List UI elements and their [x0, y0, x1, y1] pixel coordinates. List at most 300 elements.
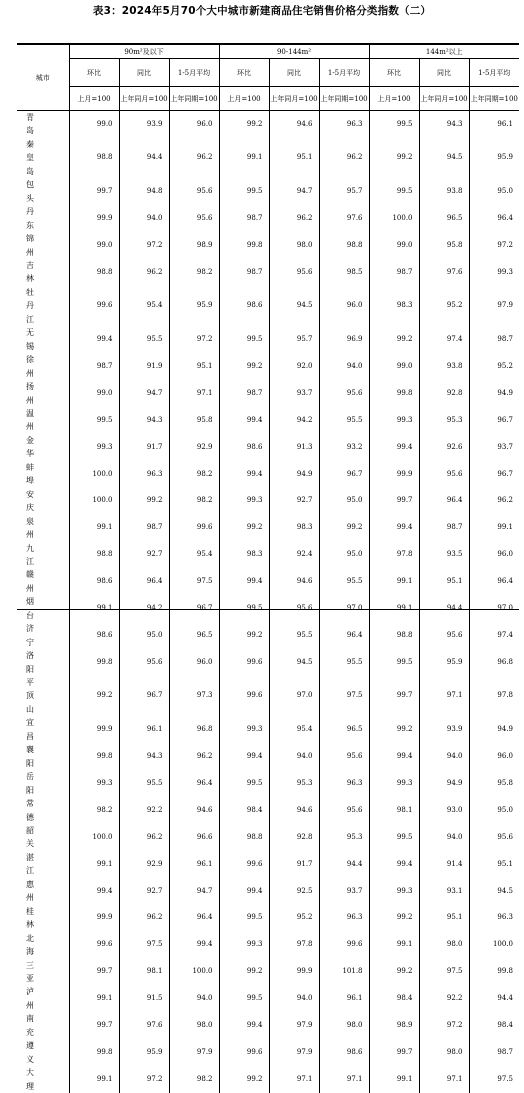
table-row	[17, 770, 519, 797]
index-value: 99.4	[219, 878, 269, 905]
column-header: 1-5月平均	[169, 59, 219, 87]
table-row	[17, 824, 519, 851]
index-value: 96.8	[469, 649, 519, 676]
index-value: 95.5	[319, 568, 369, 595]
city-name: 秦皇岛	[17, 138, 69, 178]
table-row	[17, 178, 519, 205]
column-header: 同比	[419, 59, 469, 87]
index-value: 92.8	[269, 824, 319, 851]
index-value: 99.8	[69, 743, 119, 770]
index-value: 99.1	[369, 932, 419, 959]
index-value: 97.2	[119, 1066, 169, 1093]
table-row	[17, 932, 519, 959]
city-name: 无锡	[17, 326, 69, 353]
index-value: 96.4	[469, 205, 519, 232]
table-row	[17, 111, 519, 138]
index-value: 94.6	[269, 568, 319, 595]
city-name: 九江	[17, 542, 69, 569]
index-value: 97.6	[419, 259, 469, 286]
table-row	[17, 259, 519, 286]
index-value: 98.8	[319, 232, 369, 259]
city-name: 湛江	[17, 851, 69, 878]
index-value: 99.1	[69, 985, 119, 1012]
index-value: 95.6	[169, 205, 219, 232]
index-value: 95.8	[419, 232, 469, 259]
city-name: 泸州	[17, 985, 69, 1012]
index-value: 99.5	[219, 985, 269, 1012]
index-value: 99.6	[69, 932, 119, 959]
index-value: 97.5	[469, 1066, 519, 1093]
index-value: 95.6	[119, 649, 169, 676]
column-header: 同比	[269, 59, 319, 87]
index-value: 101.8	[319, 959, 369, 986]
table-row	[17, 515, 519, 542]
table-row	[17, 797, 519, 824]
index-value: 99.0	[69, 380, 119, 407]
index-value: 95.9	[419, 649, 469, 676]
index-value: 97.0	[269, 676, 319, 716]
index-value: 95.5	[119, 770, 169, 797]
index-value: 99.1	[369, 568, 419, 595]
index-value: 94.4	[419, 595, 469, 622]
index-value: 97.1	[269, 1066, 319, 1093]
index-value: 99.3	[219, 716, 269, 743]
index-value: 98.7	[69, 353, 119, 380]
index-value: 99.9	[69, 905, 119, 932]
column-header: 同比	[119, 59, 169, 87]
index-value: 99.5	[369, 111, 419, 138]
index-value: 99.3	[219, 932, 269, 959]
table-row	[17, 353, 519, 380]
index-value: 98.2	[169, 461, 219, 488]
column-header: 环比	[369, 59, 419, 87]
index-value: 99.3	[219, 488, 269, 515]
index-value: 98.4	[469, 1012, 519, 1039]
city-name: 扬州	[17, 380, 69, 407]
index-value: 99.3	[369, 407, 419, 434]
index-value: 98.7	[119, 515, 169, 542]
index-value: 96.2	[119, 824, 169, 851]
index-value: 96.2	[119, 259, 169, 286]
index-value: 97.8	[369, 542, 419, 569]
city-name: 牡丹江	[17, 286, 69, 326]
index-value: 99.4	[369, 743, 419, 770]
index-value: 91.7	[119, 434, 169, 461]
index-value: 96.2	[469, 488, 519, 515]
city-name: 温州	[17, 407, 69, 434]
city-name: 北海	[17, 932, 69, 959]
index-value: 97.9	[269, 1012, 319, 1039]
index-value: 99.0	[69, 111, 119, 138]
index-value: 99.5	[219, 178, 269, 205]
index-value: 96.9	[319, 326, 369, 353]
index-value: 91.9	[119, 353, 169, 380]
index-value: 94.7	[269, 178, 319, 205]
index-value: 98.7	[219, 259, 269, 286]
index-value: 99.8	[69, 649, 119, 676]
price-index-table	[17, 44, 519, 1093]
index-value: 96.0	[469, 542, 519, 569]
index-value: 95.5	[319, 649, 369, 676]
index-value: 92.4	[269, 542, 319, 569]
index-value: 97.5	[119, 932, 169, 959]
index-value: 99.1	[69, 851, 119, 878]
city-name: 宜昌	[17, 716, 69, 743]
index-value: 97.2	[119, 232, 169, 259]
city-name: 吉林	[17, 259, 69, 286]
index-value: 99.4	[369, 851, 419, 878]
column-header: 1-5月平均	[469, 59, 519, 87]
base-header: 上年同期=100	[169, 87, 219, 111]
index-value: 92.0	[269, 353, 319, 380]
index-value: 97.1	[419, 1066, 469, 1093]
index-value: 95.6	[469, 824, 519, 851]
index-value: 99.6	[319, 932, 369, 959]
index-value: 91.3	[269, 434, 319, 461]
index-value: 94.6	[269, 111, 319, 138]
index-value: 92.5	[269, 878, 319, 905]
base-header: 上月=100	[69, 87, 119, 111]
index-value: 99.1	[469, 515, 519, 542]
base-header: 上年同月=100	[269, 87, 319, 111]
index-value: 99.2	[369, 716, 419, 743]
city-name: 大理	[17, 1066, 69, 1093]
index-value: 98.9	[369, 1012, 419, 1039]
index-value: 94.0	[419, 743, 469, 770]
index-value: 99.4	[219, 743, 269, 770]
index-value: 94.5	[269, 286, 319, 326]
base-header: 上年同期=100	[319, 87, 369, 111]
index-value: 94.9	[269, 461, 319, 488]
index-value: 96.3	[319, 770, 369, 797]
index-value: 99.2	[219, 622, 269, 649]
index-value: 97.6	[319, 205, 369, 232]
table-row	[17, 434, 519, 461]
index-value: 92.7	[119, 542, 169, 569]
city-name: 平顶山	[17, 676, 69, 716]
index-value: 94.0	[269, 743, 319, 770]
city-name: 徐州	[17, 353, 69, 380]
index-value: 99.5	[369, 178, 419, 205]
index-value: 99.6	[169, 515, 219, 542]
index-value: 99.3	[469, 259, 519, 286]
index-value: 97.4	[419, 326, 469, 353]
index-value: 99.0	[369, 353, 419, 380]
index-value: 94.9	[469, 716, 519, 743]
index-value: 96.7	[169, 595, 219, 622]
index-value: 94.0	[169, 985, 219, 1012]
table-row	[17, 232, 519, 259]
index-value: 95.3	[419, 407, 469, 434]
city-name: 遵义	[17, 1039, 69, 1066]
index-value: 95.8	[169, 407, 219, 434]
index-value: 96.7	[119, 676, 169, 716]
index-value: 96.2	[169, 743, 219, 770]
index-value: 98.2	[169, 488, 219, 515]
index-value: 97.5	[419, 959, 469, 986]
city-name: 韶关	[17, 824, 69, 851]
index-value: 96.4	[469, 568, 519, 595]
table-row	[17, 959, 519, 986]
index-value: 97.1	[319, 1066, 369, 1093]
index-value: 92.7	[269, 488, 319, 515]
index-value: 95.5	[269, 622, 319, 649]
index-value: 98.6	[219, 286, 269, 326]
index-value: 96.3	[319, 111, 369, 138]
index-value: 94.0	[419, 824, 469, 851]
table-title: 表3：2024年5月70个大中城市新建商品住宅销售价格分类指数（二）	[0, 3, 524, 18]
index-value: 96.7	[319, 461, 369, 488]
index-value: 95.4	[119, 286, 169, 326]
index-value: 99.2	[319, 515, 369, 542]
index-value: 99.2	[69, 676, 119, 716]
index-value: 99.5	[219, 770, 269, 797]
index-value: 97.5	[319, 676, 369, 716]
table-row	[17, 205, 519, 232]
city-name: 泉州	[17, 515, 69, 542]
index-value: 95.1	[419, 905, 469, 932]
city-name: 安庆	[17, 488, 69, 515]
index-value: 95.6	[269, 595, 319, 622]
index-value: 94.6	[169, 797, 219, 824]
index-value: 93.9	[119, 111, 169, 138]
index-value: 95.1	[169, 353, 219, 380]
index-value: 98.0	[319, 1012, 369, 1039]
index-value: 99.4	[69, 326, 119, 353]
index-value: 99.3	[369, 878, 419, 905]
index-value: 96.5	[419, 205, 469, 232]
index-value: 97.1	[419, 676, 469, 716]
index-value: 100.0	[469, 932, 519, 959]
index-value: 93.2	[319, 434, 369, 461]
index-value: 93.1	[419, 878, 469, 905]
index-value: 96.4	[169, 770, 219, 797]
index-value: 96.1	[469, 111, 519, 138]
index-value: 94.6	[269, 797, 319, 824]
city-name: 金华	[17, 434, 69, 461]
index-value: 95.4	[269, 716, 319, 743]
index-value: 98.0	[269, 232, 319, 259]
index-value: 99.2	[219, 111, 269, 138]
table-row	[17, 1066, 519, 1093]
index-value: 96.1	[319, 985, 369, 1012]
city-name: 洛阳	[17, 649, 69, 676]
table-row	[17, 461, 519, 488]
index-value: 94.5	[269, 649, 319, 676]
index-value: 99.8	[369, 380, 419, 407]
index-value: 99.7	[369, 676, 419, 716]
index-value: 97.9	[269, 1039, 319, 1066]
index-value: 95.6	[319, 380, 369, 407]
index-value: 91.5	[119, 985, 169, 1012]
index-value: 94.2	[269, 407, 319, 434]
index-value: 98.6	[69, 568, 119, 595]
index-value: 99.1	[69, 515, 119, 542]
index-value: 99.2	[369, 959, 419, 986]
index-value: 98.2	[169, 1066, 219, 1093]
index-value: 95.6	[319, 797, 369, 824]
group-header: 90-144m²	[219, 45, 369, 59]
index-value: 99.3	[69, 434, 119, 461]
base-header: 上年同月=100	[419, 87, 469, 111]
index-value: 96.5	[169, 622, 219, 649]
index-value: 95.6	[419, 622, 469, 649]
index-value: 98.5	[319, 259, 369, 286]
table-row	[17, 326, 519, 353]
index-value: 99.2	[219, 1066, 269, 1093]
index-value: 96.3	[119, 461, 169, 488]
index-value: 95.2	[469, 353, 519, 380]
index-value: 97.0	[319, 595, 369, 622]
city-name: 赣州	[17, 568, 69, 595]
index-value: 97.9	[469, 286, 519, 326]
index-value: 93.5	[419, 542, 469, 569]
index-value: 98.3	[219, 542, 269, 569]
city-name: 南充	[17, 1012, 69, 1039]
index-value: 93.0	[419, 797, 469, 824]
index-value: 99.2	[219, 353, 269, 380]
index-value: 95.6	[419, 461, 469, 488]
city-name: 锦州	[17, 232, 69, 259]
index-value: 98.7	[419, 515, 469, 542]
index-value: 99.8	[69, 1039, 119, 1066]
index-value: 97.0	[469, 595, 519, 622]
index-value: 100.0	[69, 461, 119, 488]
index-value: 99.5	[219, 595, 269, 622]
index-value: 99.4	[219, 568, 269, 595]
index-value: 95.0	[469, 178, 519, 205]
index-value: 98.2	[169, 259, 219, 286]
index-value: 93.7	[319, 878, 369, 905]
index-value: 94.9	[419, 770, 469, 797]
index-value: 99.4	[219, 461, 269, 488]
index-value: 99.0	[69, 232, 119, 259]
index-value: 98.7	[469, 1039, 519, 1066]
table-row	[17, 138, 519, 178]
index-value: 99.6	[219, 676, 269, 716]
index-value: 100.0	[369, 205, 419, 232]
city-name: 三亚	[17, 959, 69, 986]
table-row	[17, 878, 519, 905]
index-value: 96.1	[119, 716, 169, 743]
city-header: 城市	[17, 45, 69, 111]
index-value: 94.5	[469, 878, 519, 905]
index-value: 99.4	[69, 878, 119, 905]
index-value: 99.9	[69, 716, 119, 743]
index-value: 94.9	[469, 380, 519, 407]
index-value: 93.7	[469, 434, 519, 461]
index-value: 92.9	[119, 851, 169, 878]
index-value: 96.7	[469, 461, 519, 488]
index-value: 100.0	[69, 824, 119, 851]
table-row	[17, 568, 519, 595]
index-value: 99.1	[369, 1066, 419, 1093]
index-value: 99.7	[69, 178, 119, 205]
table-row	[17, 905, 519, 932]
table-row	[17, 716, 519, 743]
index-value: 95.7	[319, 178, 369, 205]
index-value: 97.6	[119, 1012, 169, 1039]
index-value: 99.4	[369, 434, 419, 461]
index-value: 94.0	[319, 353, 369, 380]
index-value: 96.3	[319, 905, 369, 932]
index-value: 99.2	[119, 488, 169, 515]
index-value: 99.5	[69, 407, 119, 434]
index-value: 97.8	[269, 932, 319, 959]
city-name: 常德	[17, 797, 69, 824]
table-row	[17, 1039, 519, 1066]
table-row	[17, 622, 519, 649]
index-value: 99.9	[269, 959, 319, 986]
index-value: 98.8	[69, 259, 119, 286]
index-value: 93.8	[419, 353, 469, 380]
index-value: 98.8	[69, 542, 119, 569]
index-value: 94.4	[469, 985, 519, 1012]
index-value: 99.5	[369, 824, 419, 851]
index-value: 98.6	[69, 622, 119, 649]
city-name: 烟台	[17, 595, 69, 622]
index-value: 96.3	[469, 905, 519, 932]
index-value: 98.3	[269, 515, 319, 542]
index-value: 99.6	[219, 649, 269, 676]
city-name: 青岛	[17, 111, 69, 138]
index-value: 98.7	[219, 205, 269, 232]
index-value: 97.8	[469, 676, 519, 716]
index-value: 94.3	[119, 743, 169, 770]
index-value: 95.7	[269, 326, 319, 353]
index-value: 92.7	[119, 878, 169, 905]
index-value: 99.7	[369, 488, 419, 515]
index-value: 99.8	[219, 232, 269, 259]
index-value: 97.1	[169, 380, 219, 407]
index-value: 95.6	[169, 178, 219, 205]
index-value: 98.7	[369, 259, 419, 286]
index-value: 99.2	[369, 326, 419, 353]
index-value: 95.2	[269, 905, 319, 932]
index-value: 99.1	[69, 595, 119, 622]
index-value: 98.8	[219, 824, 269, 851]
index-value: 98.2	[69, 797, 119, 824]
index-value: 92.9	[169, 434, 219, 461]
index-value: 97.9	[169, 1039, 219, 1066]
table-row	[17, 649, 519, 676]
index-value: 93.8	[419, 178, 469, 205]
index-value: 99.1	[219, 138, 269, 178]
index-value: 92.2	[119, 797, 169, 824]
index-value: 99.7	[69, 1012, 119, 1039]
index-value: 96.2	[119, 905, 169, 932]
index-value: 95.1	[469, 851, 519, 878]
index-value: 96.1	[169, 851, 219, 878]
index-value: 95.3	[319, 824, 369, 851]
index-value: 94.7	[119, 380, 169, 407]
index-value: 99.5	[369, 649, 419, 676]
index-value: 94.7	[169, 878, 219, 905]
index-value: 92.2	[419, 985, 469, 1012]
index-value: 95.1	[269, 138, 319, 178]
table-row	[17, 743, 519, 770]
city-name: 襄阳	[17, 743, 69, 770]
index-value: 95.8	[469, 770, 519, 797]
index-value: 96.6	[169, 824, 219, 851]
index-value: 98.4	[219, 797, 269, 824]
index-value: 99.0	[369, 232, 419, 259]
index-value: 98.1	[119, 959, 169, 986]
index-value: 98.7	[219, 380, 269, 407]
index-value: 99.2	[219, 515, 269, 542]
table-row	[17, 1012, 519, 1039]
index-value: 98.8	[369, 622, 419, 649]
